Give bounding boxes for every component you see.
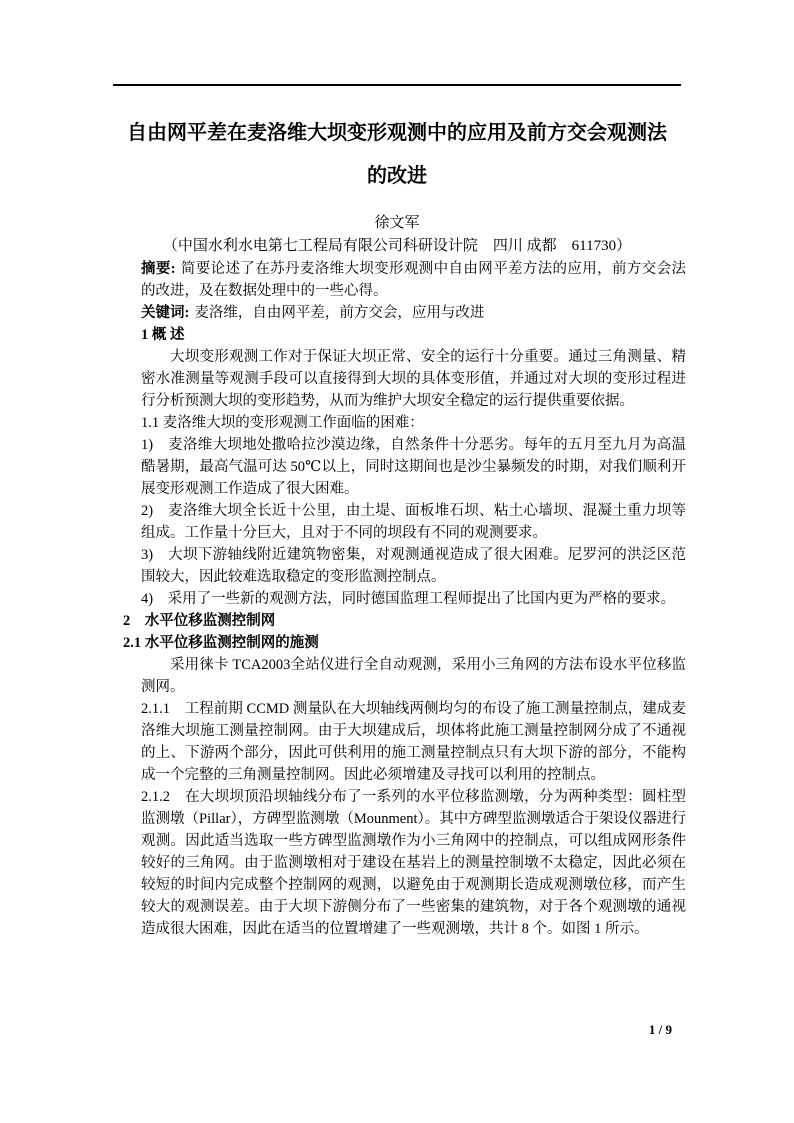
subsection-heading-2-1: 2.1 水平位移监测控制网的施测 [123,635,319,651]
paragraph-2-1-2: 2.1.2 在大坝坝顶沿坝轴线分布了一系列的水平位移监测墩，分为两种类型：圆柱型监测墩（Pillar），方碑型监测墩（Mounment）。其中方碑型监测墩适合于架设仪器进行观测。因此适当选取一些方碑型监测墩作为小三角网中的控制点，可以组成网形条件较好的三角网。由于监测墩相对于建设在基岩上的测量控制墩不太稳定，因此必须在较短的时间内完成整个控制网的观测，以避免由于观测期长造成观测墩位移，而产生较大的观测误差。由于大坝下游侧分布了一些密集的建筑物，对于各个观测墩的通视造成很大困难，因此在适当的位置增建了一些观测墩，共计 8 个。如图 1 所示。 [141,789,686,937]
document-title-line2: 的改进 [367,165,427,187]
document-body [123,258,686,940]
paragraph-survey-method: 采用徕卡 TCA2003全站仪进行全自动观测，采用小三角网的方法布设水平位移监测网。 [141,657,686,695]
section-heading-2: 2 水平位移监测控制网 [123,613,276,629]
author-name: 徐文军 [374,215,420,231]
document-title [0,112,794,198]
abstract-label: 摘要: [141,261,176,277]
abstract-paragraph [141,258,686,302]
keywords-text: 麦洛维，自由网平差，前方交会，应用与改进 [194,305,485,321]
section-heading-1: 1 概 述 [141,327,185,343]
document-title-line1: 自由网平差在麦洛维大坝变形观测中的应用及前方交会观测法 [127,122,667,144]
list-item-3: 3) 大坝下游轴线附近建筑物密集，对观测通视造成了很大困难。尼罗河的洪泛区范围较大，因此较难选取稳定的变形监测控制点。 [141,547,686,585]
subsection-heading-1-1: 1.1 麦洛维大坝的变形观测工作面临的困难： [141,415,424,431]
paragraph-overview: 大坝变形观测工作对于保证大坝正常、安全的运行十分重要。通过三角测量、精密水准测量等观测手段可以直接得到大坝的具体变形值，并通过对大坝的变形过程进行分析预测大坝的变形趋势，从而为维护大坝安全稳定的运行提供重要依据。 [141,349,686,409]
keywords-label: 关键词: [141,305,190,321]
paragraph-2-1-1: 2.1.1 工程前期 CCMD 测量队在大坝轴线两侧均匀的布设了施工测量控制点，建成麦洛维大坝施工测量控制网。由于大坝建成后，坝体将此施工测量控制网分成了不通视的上、下游两个部分，因此可供利用的施工测量控制点只有大坝下游的部分，不能构成一个完整的三角测量控制网。因此必须增建及寻找可以利用的控制点。 [141,701,686,783]
page-number: 1 / 9 [648,1022,672,1037]
header-divider [113,84,681,86]
abstract-text: 简要论述了在苏丹麦洛维大坝变形观测中自由网平差方法的应用，前方交会法的改进，及在数据处理中的一些心得。 [141,261,686,299]
list-item-2: 2) 麦洛维大坝全长近十公里，由土堤、面板堆石坝、粘土心墙坝、混凝土重力坝等组成。工作量十分巨大，且对于不同的坝段有不同的观测要求。 [141,503,686,541]
keywords-paragraph [141,302,686,324]
list-item-1: 1) 麦洛维大坝地处撒哈拉沙漠边缘，自然条件十分恶劣。每年的五月至九月为高温酷暑期，最高气温可达 50℃以上，同时这期间也是沙尘暴频发的时期，对我们顺利开展变形观测工作造成了很大困难。 [141,437,686,497]
author-affiliation: （中国水利水电第七工程局有限公司科研设计院 四川 成都 611730） [162,238,632,254]
list-item-4: 4) 采用了一些新的观测方法，同时德国监理工程师提出了比国内更为严格的要求。 [141,591,676,607]
